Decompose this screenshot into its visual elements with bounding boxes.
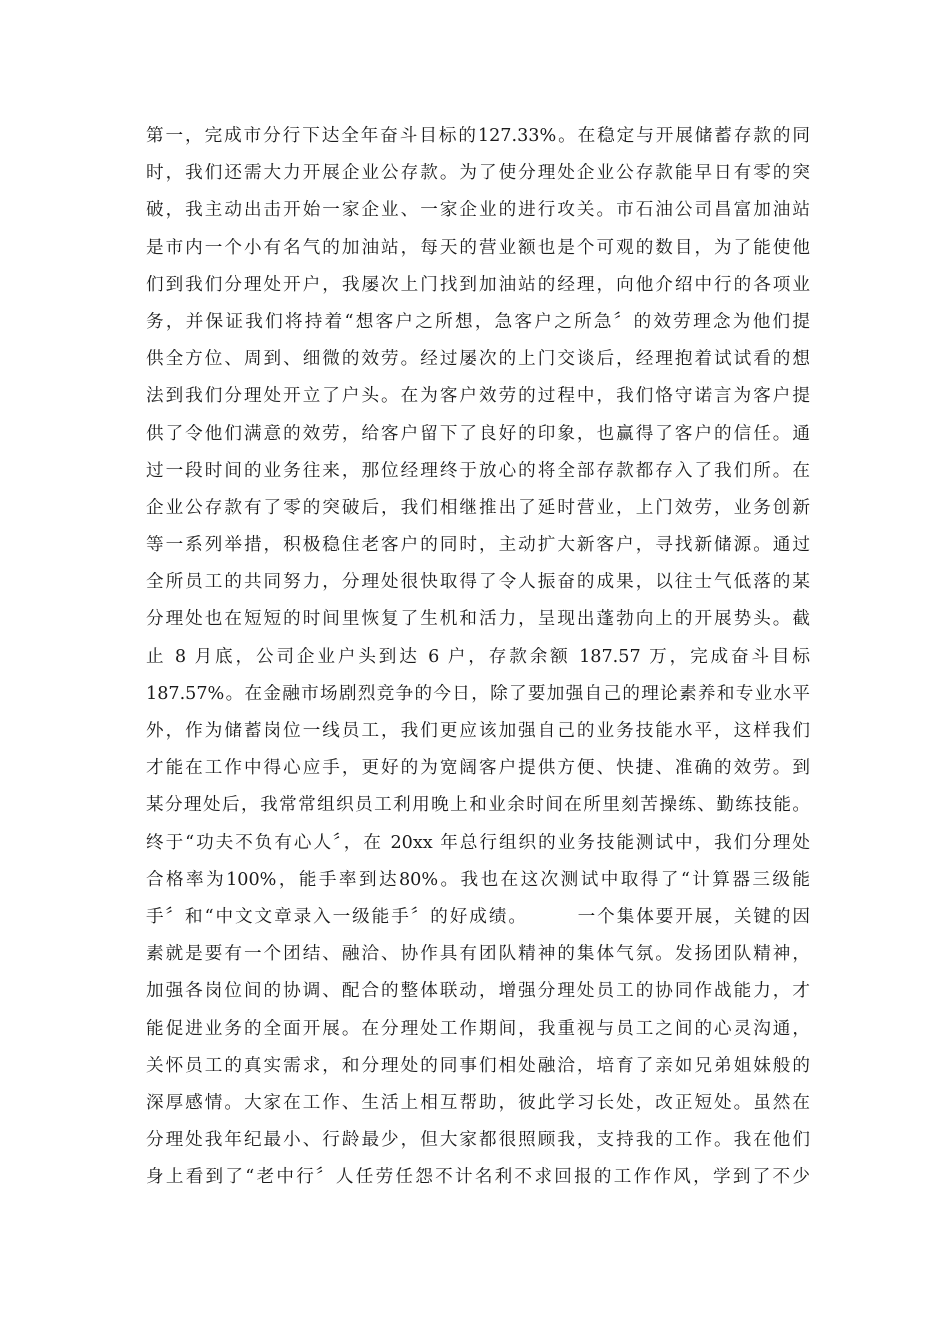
text-line: 加强各岗位间的协调、配合的整体联动，增强分理处员工的协同作战能力，才 (146, 981, 810, 1002)
text-line: 务，并保证我们将持着“想客户之所想，急客户之所急〞的效劳理念为他们提 (146, 311, 810, 332)
text-line: 时，我们还需大力开展企业公存款。为了使分理处企业公存款能早日有零的突 (146, 163, 810, 184)
text-line: 身上看到了“老中行〞人任劳任怨不计名利不求回报的工作作风，学到了不少 (146, 1167, 810, 1188)
text-line: 们到我们分理处开户，我屡次上门找到加油站的经理，向他介绍中行的各项业 (146, 274, 810, 295)
text-line: 手〞和“中文文章录入一级能手〞的好成绩。 一个集体要开展，关键的因 (146, 906, 810, 927)
text-line: 法到我们分理处开立了户头。在为客户效劳的过程中，我们恪守诺言为客户提 (146, 386, 810, 407)
text-line: 合格率为100%，能手率到达80%。我也在这次测试中取得了“计算器三级能 (146, 869, 810, 890)
text-line: 全所员工的共同努力，分理处很快取得了令人振奋的成果，以往士气低落的某 (146, 572, 810, 593)
text-line: 分理处也在短短的时间里恢复了生机和活力，呈现出蓬勃向上的开展势头。截 (146, 609, 810, 630)
text-line: 某分理处后，我常常组织员工利用晚上和业余时间在所里刻苦操练、勤练技能。 (146, 795, 810, 816)
text-line: 第一，完成市分行下达全年奋斗目标的127.33%。在稳定与开展储蓄存款的同 (146, 126, 810, 146)
body-text (146, 118, 810, 1196)
text-line: 分理处我年纪最小、行龄最少，但大家都很照顾我，支持我的工作。我在他们 (146, 1130, 810, 1151)
text-line: 是市内一个小有名气的加油站，每天的营业额也是个可观的数目，为了能使他 (146, 237, 810, 258)
text-line: 关怀员工的真实需求，和分理处的同事们相处融洽，培育了亲如兄弟姐妹般的 (146, 1055, 810, 1076)
text-line: 供了令他们满意的效劳，给客户留下了良好的印象，也赢得了客户的信任。通 (146, 423, 810, 444)
text-line: 素就是要有一个团结、融洽、协作具有团队精神的集体气氛。发扬团队精神， (146, 944, 810, 965)
text-line: 止 8 月底，公司企业户头到达 6 户，存款余额 187.57 万，完成奋斗目标 (146, 646, 810, 667)
text-line: 终于“功夫不负有心人〞，在 20xx 年总行组织的业务技能测试中，我们分理处 (146, 832, 810, 853)
text-line: 过一段时间的业务往来，那位经理终于放心的将全部存款都存入了我们所。在 (146, 460, 810, 481)
text-line: 外，作为储蓄岗位一线员工，我们更应该加强自己的业务技能水平，这样我们 (146, 721, 810, 741)
text-line: 企业公存款有了零的突破后，我们相继推出了延时营业，上门效劳，业务创新 (146, 497, 810, 518)
text-line: 187.57%。在金融市场剧烈竞争的今日，除了要加强自己的理论素养和专业水平 (146, 683, 810, 704)
text-line: 破，我主动出击开始一家企业、一家企业的进行攻关。市石油公司昌富加油站 (146, 200, 810, 221)
text-line: 深厚感情。大家在工作、生活上相互帮助，彼此学习长处，改正短处。虽然在 (146, 1092, 810, 1113)
text-line: 才能在工作中得心应手，更好的为宽阔客户提供方便、快捷、准确的效劳。到 (146, 758, 810, 779)
text-line: 等一系列举措，积极稳住老客户的同时，主动扩大新客户，寻找新储源。通过 (146, 535, 810, 556)
text-line: 供全方位、周到、细微的效劳。经过屡次的上门交谈后，经理抱着试试看的想 (146, 349, 810, 370)
text-line: 能促进业务的全面开展。在分理处工作期间，我重视与员工之间的心灵沟通， (146, 1018, 810, 1039)
